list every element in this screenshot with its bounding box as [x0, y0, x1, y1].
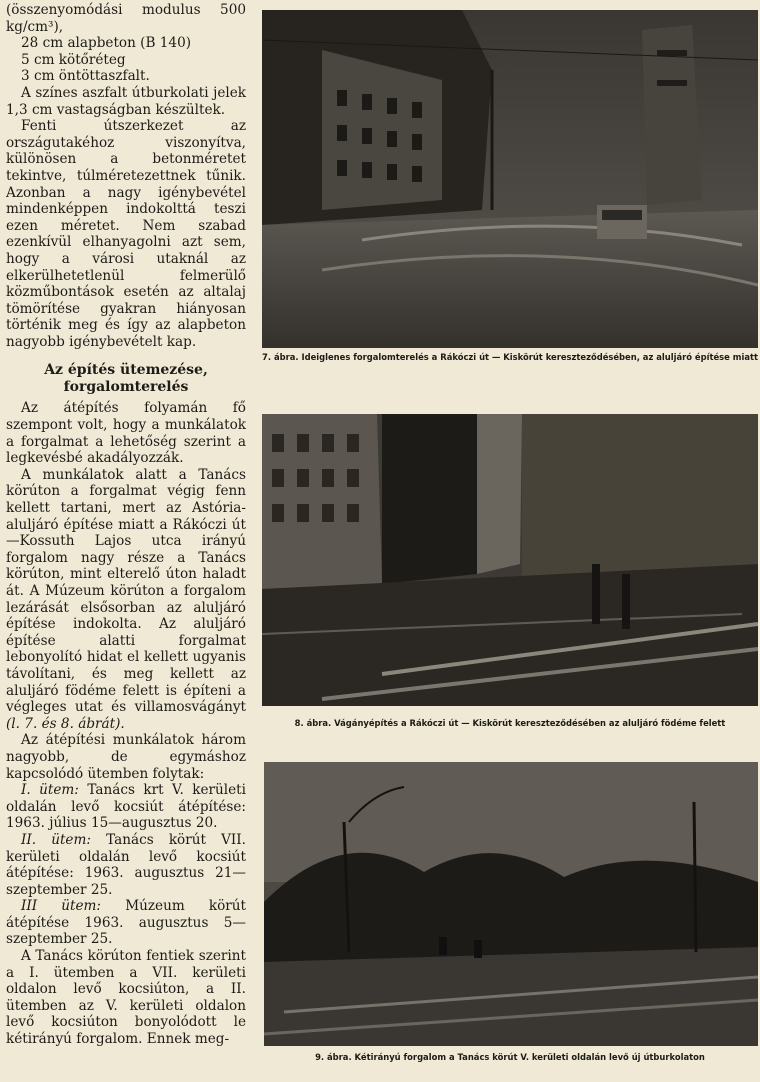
layer-line-1: 28 cm alapbeton (B 140) [21, 35, 192, 52]
layer-list [6, 35, 246, 85]
figure-8-photo [262, 414, 758, 706]
paragraph-traffic-text: A munkálatok alatt a Tanács körúton a forgalmat végig fenn kellett tartani, mert az Astória-aluljáró építése miatt a Rákóczi út—Kossuth Lajos utca irányú forgalom nagy része a Tanács körúton, mint elterelő úton haladt át. A Múzeum körúton a forgalom lezárását elsősorban az aluljáró építése indokolta. Az aluljáró építése alatti forgalmat lebonyolító hidat el kellett ugyanis távolítani, és meg kellett az aluljáró födéme felett is építeni a végleges utat és villamosvágányt [6, 466, 246, 716]
stage-3 [6, 898, 246, 948]
figure-9-photo [264, 762, 758, 1046]
stage-1-text: Tanács krt V. kerületi oldalán levő kocsiút átépítése: 1963. július 15—augusztus 20. [6, 782, 246, 832]
stage-1 [6, 782, 246, 832]
paragraph-traffic [6, 467, 246, 733]
layer-line-3: 3 cm öntöttaszfalt. [21, 68, 150, 85]
figure-reference: (l. 7. és 8. ábrát). [6, 715, 125, 732]
figure-7-photo [262, 10, 758, 348]
paragraph-two-way-traffic: A Tanács körúton fentiek szerint a I. ütemben a VII. kerületi oldalon levő kocsiúton, a II. ütemben az V. kerületi oldalon levő kocsiúton bonyolódott le kétirányú forgalom. Ennek meg- [6, 948, 246, 1048]
paragraph-color-asphalt: A színes aszfalt útburkolati jelek 1,3 cm vastagságban készültek. [6, 84, 246, 118]
paragraph-road-structure: Fenti útszerkezet az országutakéhoz viszonyítva, különösen a betonméretet tekintve, túlméretezettnek tűnik. Azonban a nagy igénybevétel mindenképpen indokolttá teszi ezen méretet. Nem szabad ezenkívül elhanyagolni azt sem, hogy a városi utaknál az elkerülhetetlenül felmerülő közműbontások esetén az altalaj tömörítése gyakran hiányosan történik meg és így az alapbeton nagyobb igénybevételt kap. [6, 118, 246, 350]
figure-7-caption: 7. ábra. Ideiglenes forgalomterelés a Rákóczi út — Kiskörút kereszteződésében, az aluljáró építése miatt [262, 352, 758, 362]
stage-3-text: Múzeum körút átépítése 1963. augusztus 5—szeptember 25. [6, 898, 247, 948]
figure-8-caption: 8. ábra. Vágányépítés a Rákóczi út — Kiskörút kereszteződésében az aluljáró födéme felett [294, 718, 726, 728]
stage-2-text: Tanács körút VII. kerületi oldalán levő kocsiút átépítése: 1963. augusztus 21—szeptember 25. [6, 831, 246, 898]
figure-9-caption: 9. ábra. Kétirányú forgalom a Tanács körút V. kerületi oldalán levő új útburkolaton [315, 1052, 705, 1062]
stage-3-label: III ütem: [21, 898, 102, 915]
stage-2-label: II. ütem: [21, 831, 91, 848]
paragraph-stages-intro: Az átépítési munkálatok három nagyobb, de egymáshoz kapcsolódó ütemben folytak: [6, 732, 246, 782]
left-text-column [6, 2, 246, 1048]
stage-2 [6, 832, 246, 898]
stage-1-label: I. ütem: [21, 782, 79, 799]
paragraph-modulus: (összenyomódási modulus 500 kg/cm³), [6, 2, 246, 35]
paragraph-main-aspect: Az átépítés folyamán fő szempont volt, hogy a munkálatok a forgalmat a lehetőség szerint a legkevésbé akadályozzák. [6, 400, 246, 467]
layer-line-2: 5 cm kötőréteg [21, 51, 126, 68]
section-heading: Az építés ütemezése, forgalomterelés [44, 362, 208, 396]
